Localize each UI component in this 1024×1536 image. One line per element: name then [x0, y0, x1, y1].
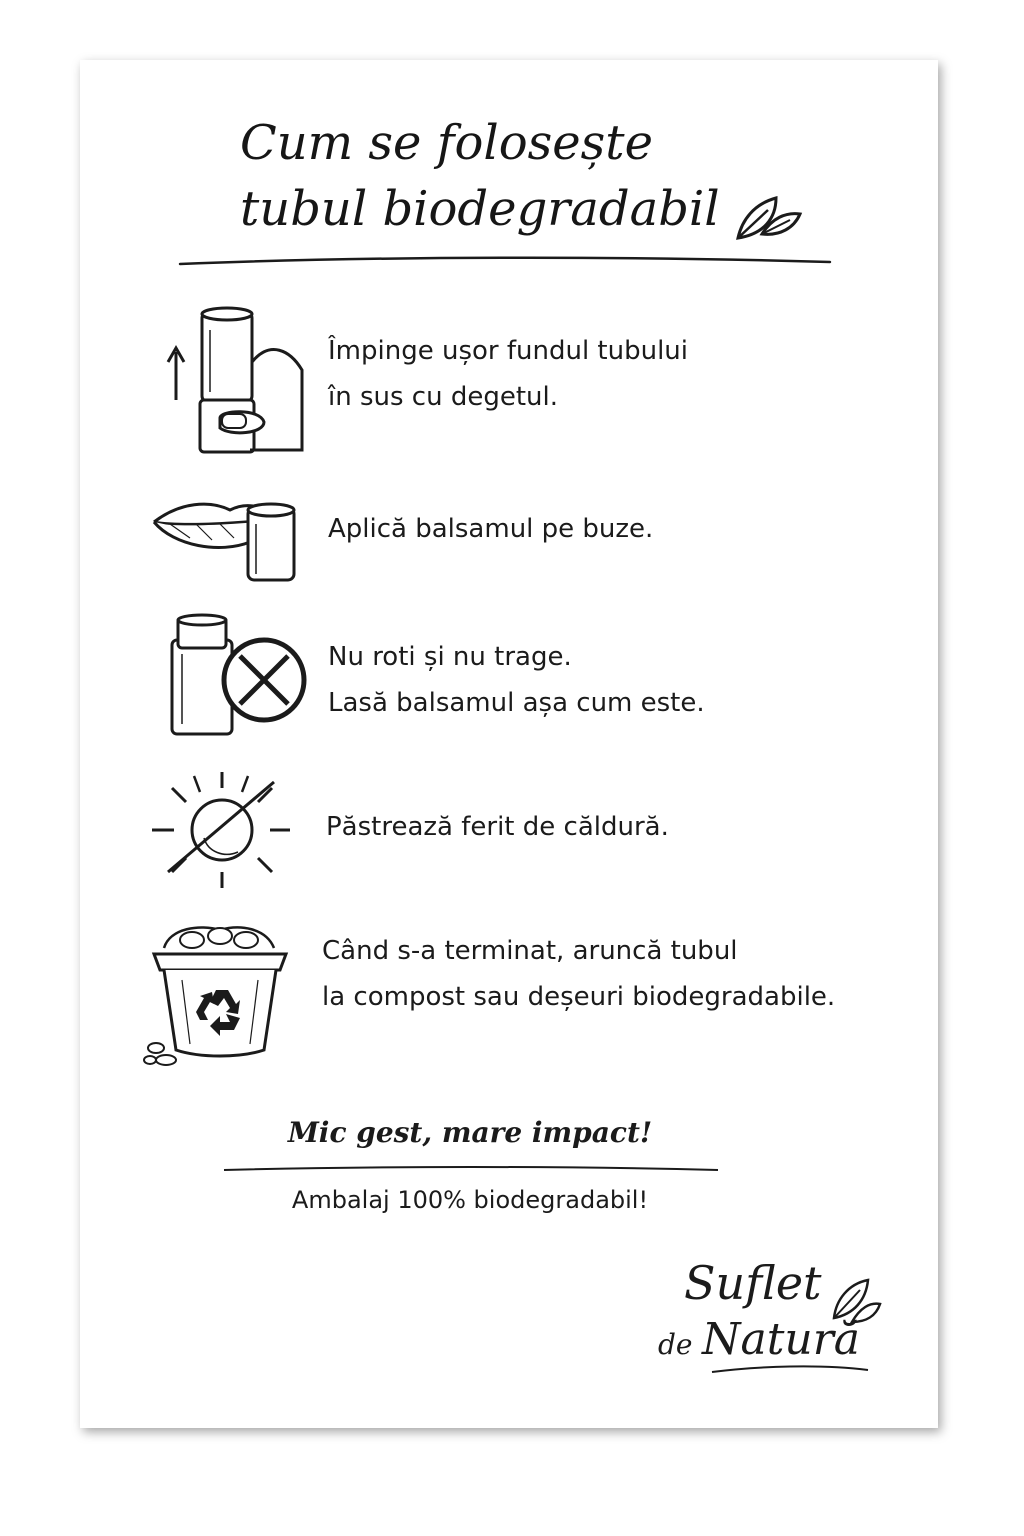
- step-3-line-2: Lasă balsamul așa cum este.: [328, 688, 705, 718]
- push-tube-icon: [160, 300, 310, 460]
- brand-logo: [650, 1250, 880, 1380]
- slogan: Mic gest, mare impact!: [287, 1116, 653, 1149]
- no-twist-icon: [164, 614, 314, 738]
- logo-word-de: de: [658, 1328, 693, 1361]
- step-1-line-2: în sus cu degetul.: [328, 382, 559, 412]
- title-leaf-icon: [732, 190, 804, 242]
- step-1-line-1: Împinge ușor fundul tubului: [328, 336, 689, 366]
- logo-swoosh: [710, 1362, 870, 1376]
- step-2-text: [328, 506, 653, 552]
- step-5-line-1: Când s-a terminat, aruncă tubul: [322, 936, 738, 966]
- no-heat-icon: [150, 768, 300, 894]
- step-5-line-2: la compost sau deșeuri biodegradabile.: [322, 982, 836, 1012]
- tagline: Ambalaj 100% biodegradabil!: [291, 1186, 649, 1214]
- step-2-line-1: Aplică balsamul pe buze.: [328, 514, 654, 544]
- logo-word-suflet: Suflet: [684, 1256, 822, 1310]
- title-line-1: Cum se folosește: [240, 115, 653, 171]
- slogan-underline: [222, 1164, 722, 1174]
- step-1-text: [328, 328, 688, 420]
- title-underline: [176, 254, 836, 268]
- title-line-2: tubul biodegradabil: [240, 181, 720, 237]
- step-5-text: [322, 928, 835, 1020]
- lips-icon: [150, 494, 310, 584]
- logo-word-natura: Natură: [702, 1314, 861, 1365]
- compost-bin-icon: [140, 914, 300, 1070]
- step-3-text: [328, 634, 705, 726]
- step-4-text: [326, 804, 669, 850]
- step-3-line-1: Nu roti și nu trage.: [328, 642, 572, 672]
- logo-leaf-icon: [830, 1274, 880, 1324]
- step-4-line-1: Păstrează ferit de căldură.: [326, 812, 669, 842]
